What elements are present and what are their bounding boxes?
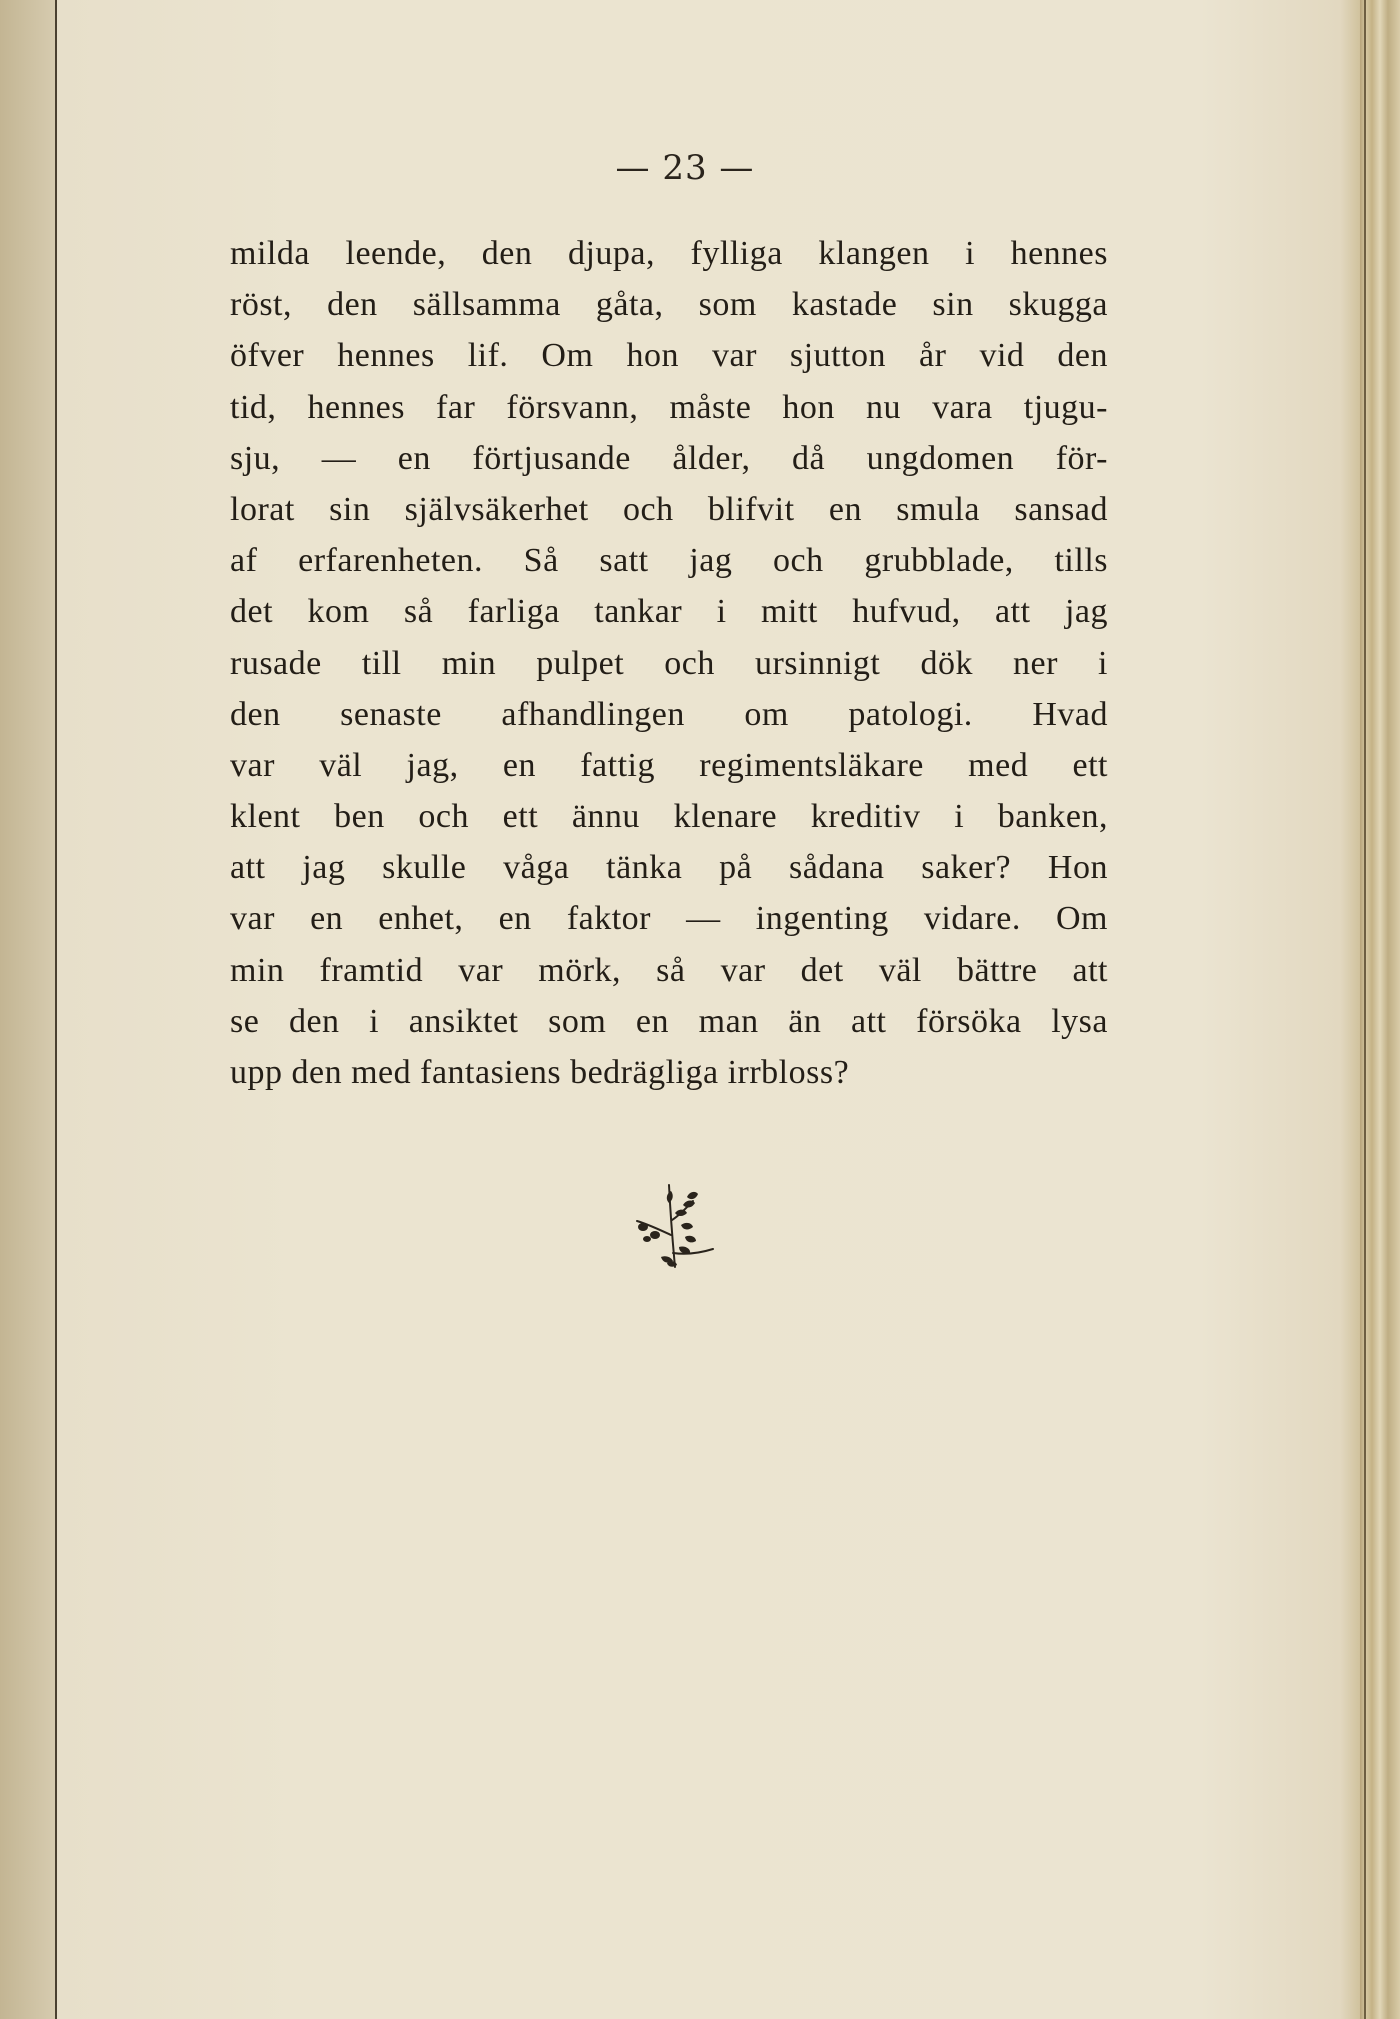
text-line: tid, hennes far försvann, måste hon nu vara tjugu-	[230, 388, 1108, 426]
page-edge-line	[1364, 0, 1366, 2019]
text-line: rusade till min pulpet och ursinnigt dök ner i	[230, 644, 1108, 682]
page-edge	[1360, 0, 1400, 2019]
gutter-shadow	[0, 0, 55, 2019]
text-line: var väl jag, en fattig regimentsläkare med ett	[230, 746, 1108, 784]
text-line: se den i ansiktet som en man än att försöka lysa	[230, 1002, 1108, 1040]
text-line: att jag skulle våga tänka på sådana saker? Hon	[230, 849, 1108, 887]
text-line: det kom så farliga tankar i mitt hufvud, att jag	[230, 593, 1108, 631]
text-line: upp den med fantasiens bedrägliga irrbloss?	[230, 1054, 850, 1091]
text-line: min framtid var mörk, så var det väl bättre att	[230, 951, 1108, 989]
text-line: klent ben och ett ännu klenare kreditiv i banken,	[230, 798, 1108, 836]
oak-leaf-acorn-ornament-icon	[625, 1175, 725, 1275]
text-line: röst, den sällsamma gåta, som kastade sin skugga	[230, 286, 1108, 324]
text-line: öfver hennes lif. Om hon var sjutton år vid den	[230, 337, 1108, 375]
gutter-line	[55, 0, 57, 2019]
text-line: sju, — en förtjusande ålder, då ungdomen för-	[230, 439, 1108, 477]
text-line: var en enhet, en faktor — ingenting vidare. Om	[230, 900, 1108, 938]
page-number: — 23 —	[615, 148, 755, 188]
text-line: den senaste afhandlingen om patologi. Hvad	[230, 695, 1108, 733]
text-line: af erfarenheten. Så satt jag och grubblade, tills	[230, 542, 1108, 580]
text-line: lorat sin självsäkerhet och blifvit en smula sansad	[230, 490, 1108, 528]
text-line: milda leende, den djupa, fylliga klangen i hennes	[230, 235, 1108, 272]
body-text	[230, 228, 1108, 1098]
